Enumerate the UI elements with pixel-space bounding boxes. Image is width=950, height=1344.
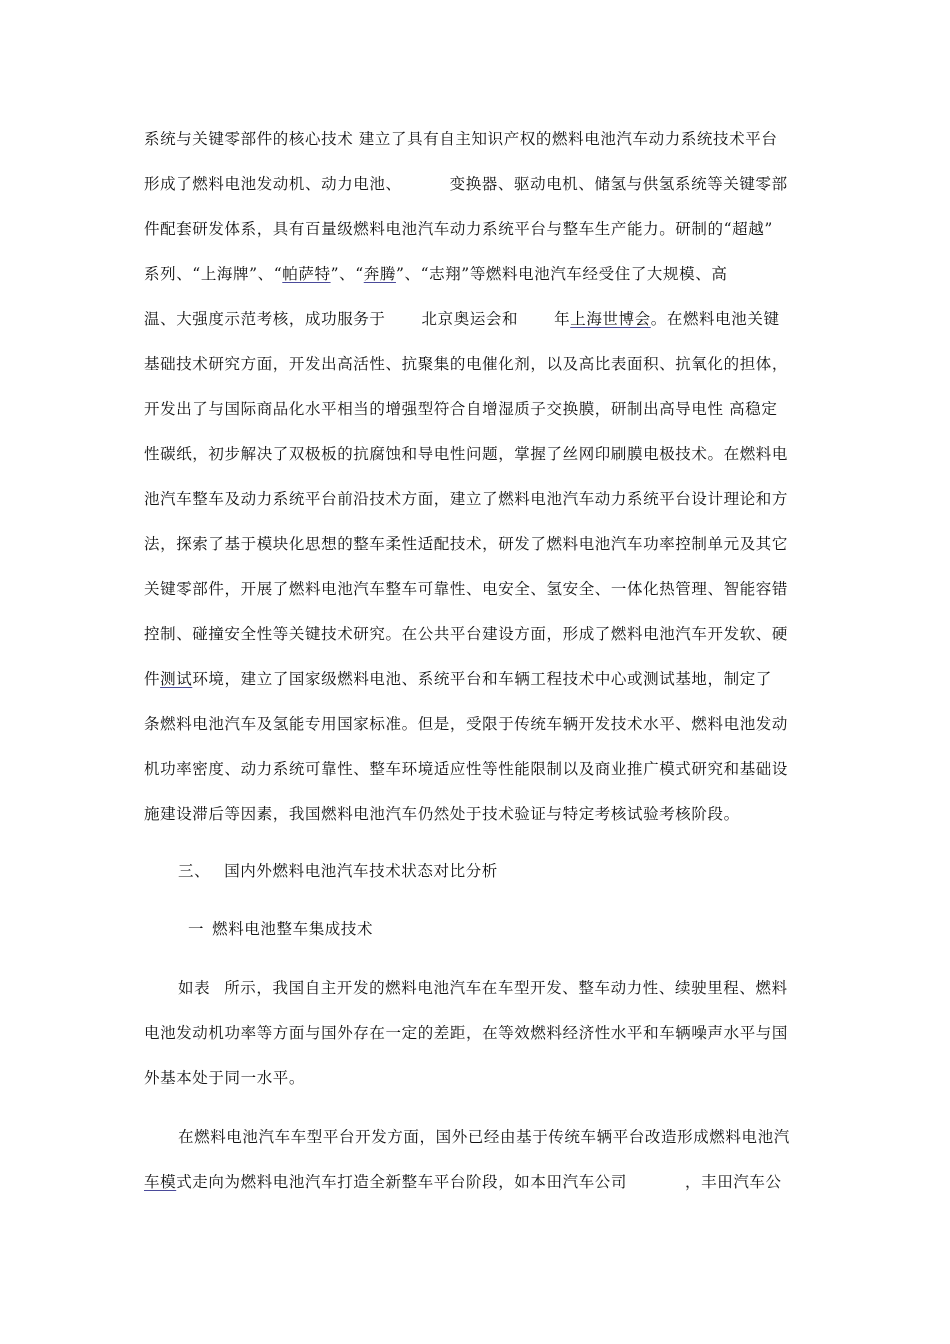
text-run: 在燃料电池汽车车型平台开发方面，国外已经由基于传统车辆平台改造形成燃料电池汽 bbox=[178, 1128, 790, 1146]
section-title: 国内外燃料电池汽车技术状态对比分析 bbox=[224, 862, 498, 880]
text-run: 形成了燃料电池发动机、动力电池、 bbox=[144, 175, 402, 193]
text-run: 性碳纸，初步解决了双极板的抗腐蚀和导电性问题，掌握了丝网印刷膜电极技术。在燃料电 bbox=[144, 445, 789, 463]
text-run: 。在燃料电池关键 bbox=[650, 310, 780, 328]
text-run: 件配套研发体系，具有百量级燃料电池汽车动力系统平台与整车生产能力。研制的“超越” bbox=[144, 220, 773, 238]
text-run: 施建设滞后等因素，我国燃料电池汽车仍然处于技术验证与特定考核试验考核阶段。 bbox=[144, 805, 740, 823]
section-number: 三、 bbox=[178, 862, 211, 880]
link-testing[interactable]: 测试 bbox=[160, 670, 193, 688]
text-run: 系统与关键零部件的核心技术 建立了具有自主知识产权的燃料电池汽车动力系统技术平台 bbox=[144, 130, 778, 148]
paragraph-line bbox=[144, 1171, 824, 1193]
text-run: ，丰田汽车公 bbox=[685, 1173, 782, 1191]
text-run: 基础技术研究方面，开发出高活性、抗聚集的电催化剂，以及高比表面积、抗氧化的担体， bbox=[144, 355, 789, 373]
paragraph-line bbox=[144, 533, 824, 555]
text-run: 关键零部件，开展了燃料电池汽车整车可靠性、电安全、氢安全、一体化热管理、智能容错 bbox=[144, 580, 789, 598]
paragraph-line bbox=[144, 668, 824, 690]
paragraph-line bbox=[144, 263, 824, 285]
paragraph-line bbox=[144, 173, 824, 195]
text-run: 电池发动机功率等方面与国外存在一定的差距，在等效燃料经济性水平和车辆噪声水平与国 bbox=[144, 1024, 789, 1042]
paragraph-line bbox=[144, 713, 824, 735]
text-run: 式走向为燃料电池汽车打造全新整车平台阶段，如本田汽车公司 bbox=[176, 1173, 628, 1191]
paragraph-line bbox=[144, 1022, 824, 1044]
paragraph-line bbox=[144, 578, 824, 600]
paragraph-line bbox=[144, 443, 824, 465]
paragraph-line bbox=[178, 977, 824, 999]
paragraph-line bbox=[144, 308, 824, 330]
text-run: 年 bbox=[554, 310, 571, 328]
paragraph-line bbox=[144, 128, 824, 150]
subsection-heading bbox=[188, 918, 868, 940]
subsection-number: 一 bbox=[188, 920, 205, 938]
paragraph-line bbox=[144, 218, 824, 240]
text-run: 系列、“上海牌”、“ bbox=[144, 265, 283, 283]
text-run: 如表 bbox=[178, 979, 211, 997]
text-run: 变换器、驱动电机、储氢与供氢系统等关键零部 bbox=[449, 175, 788, 193]
text-run: 温、大强度示范考核，成功服务于 bbox=[144, 310, 386, 328]
paragraph-line bbox=[144, 1067, 824, 1089]
text-run: 条燃料电池汽车及氢能专用国家标准。但是，受限于传统车辆开发技术水平、燃料电池发动 bbox=[144, 715, 789, 733]
paragraph-line bbox=[144, 488, 824, 510]
paragraph-line bbox=[144, 353, 824, 375]
text-run: 环境，建立了国家级燃料电池、系统平台和车辆工程技术中心或测试基地，制定了 bbox=[192, 670, 772, 688]
text-run: 所示，我国自主开发的燃料电池汽车在车型开发、整车动力性、续驶里程、燃料 bbox=[224, 979, 788, 997]
text-run: 外基本处于同一水平。 bbox=[144, 1069, 306, 1087]
paragraph-line bbox=[144, 803, 824, 825]
text-run: 北京奥运会和 bbox=[421, 310, 519, 328]
paragraph-line bbox=[144, 398, 824, 420]
link-passat[interactable]: 帕萨特 bbox=[282, 265, 331, 283]
paragraph-line bbox=[178, 1126, 824, 1148]
link-shanghai-expo[interactable]: 上海世博会 bbox=[570, 310, 651, 328]
link-benteng[interactable]: 奔腾 bbox=[363, 265, 396, 283]
text-run: 池汽车整车及动力系统平台前沿技术方面，建立了燃料电池汽车动力系统平台设计理论和方 bbox=[144, 490, 789, 508]
paragraph-line bbox=[144, 758, 824, 780]
text-run: 机功率密度、动力系统可靠性、整车环境适应性等性能限制以及商业推广模式研究和基础设 bbox=[144, 760, 789, 778]
section-heading bbox=[178, 860, 858, 882]
paragraph-line bbox=[144, 623, 824, 645]
text-run: ”、“ bbox=[330, 265, 364, 283]
text-run: ”、“志翔”等燃料电池汽车经受住了大规模、高 bbox=[395, 265, 728, 283]
link-vehicle-model[interactable]: 车模 bbox=[144, 1173, 177, 1191]
text-run: 开发出了与国际商品化水平相当的增强型符合自增湿质子交换膜，研制出高导电性 高稳定 bbox=[144, 400, 778, 418]
text-run: 件 bbox=[144, 670, 161, 688]
subsection-title: 燃料电池整车集成技术 bbox=[212, 920, 374, 938]
text-run: 法，探索了基于模块化思想的整车柔性适配技术，研发了燃料电池汽车功率控制单元及其它 bbox=[144, 535, 789, 553]
text-run: 控制、碰撞安全性等关键技术研究。在公共平台建设方面，形成了燃料电池汽车开发软、硬 bbox=[144, 625, 789, 643]
